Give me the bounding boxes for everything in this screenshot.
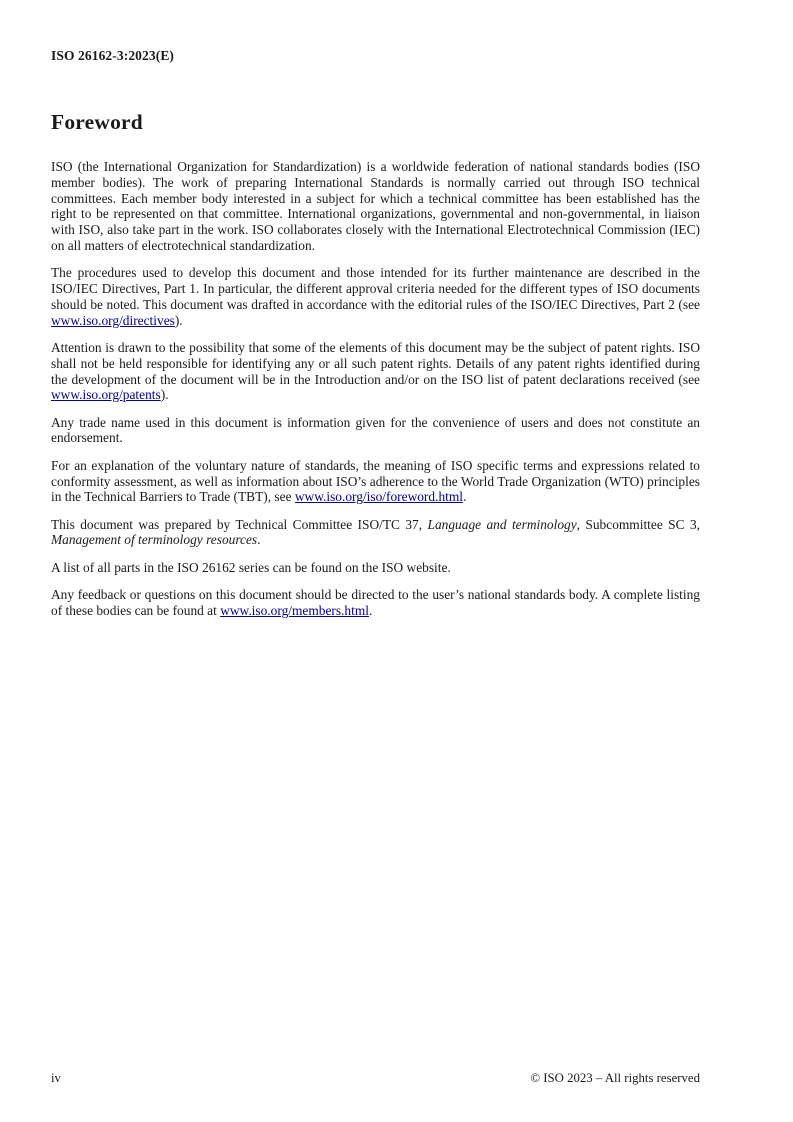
page-title: Foreword	[51, 110, 143, 134]
paragraph-text: ).	[160, 387, 169, 403]
paragraph-text: .	[463, 489, 467, 505]
paragraph-text: ).	[174, 312, 183, 328]
paragraph-iso-intro: ISO (the International Organization for Standardization) is a worldwide federation of national standards bodies (ISO member bodies). The work of preparing International Standards is normally carried out through ISO technical committees. Each member body interested in a subject for which a technical committee has been established has the right to be represented on that committee. International organizations, governmental and non-governmental, in liaison with ISO, also take part in the work. ISO collaborates closely with the International Electrotechnical Commission (IEC) on all matters of electrotechnical standardization.	[51, 159, 700, 253]
page-number: iv	[51, 1071, 61, 1085]
paragraph-text: For an explanation of the voluntary nature of standards, the meaning of ISO specific terms and expressions related to conformity assessment, as well as information about ISO’s adherence to the World Trade Organization (WTO) principles in the Technical Barriers to Trade (TBT), see	[51, 457, 700, 505]
link-iso-patents[interactable]: www.iso.org/patents	[51, 387, 161, 403]
subcommittee-name-italic: Management of terminology resources	[51, 532, 258, 548]
paragraph-wto-foreword	[51, 458, 700, 505]
document-identifier: ISO 26162-3:2023(E)	[51, 48, 175, 63]
link-iso-members[interactable]: www.iso.org/members.html	[220, 602, 369, 618]
paragraph-text: Any feedback or questions on this document should be directed to the user’s national standards body. A complete listing of these bodies can be found at	[51, 587, 700, 618]
paragraph-text: The procedures used to develop this document and those intended for its further maintenance are described in the ISO/IEC Directives, Part 1. In particular, the different approval criteria needed for the different types of ISO documents should be noted. This document was drafted in accordance with the editorial rules of the ISO/IEC Directives, Part 2 (see	[51, 265, 700, 312]
paragraph-text: .	[368, 602, 373, 618]
paragraph-feedback	[51, 587, 700, 619]
paragraph-committee	[51, 517, 700, 549]
committee-name-italic: Language and terminology	[427, 516, 577, 532]
page-footer	[51, 1071, 700, 1086]
document-body	[51, 159, 700, 619]
paragraph-text: , Subcommittee SC 3,	[576, 516, 700, 532]
paragraph-series-list: A list of all parts in the ISO 26162 series can be found on the ISO website.	[51, 559, 451, 575]
paragraph-text: Attention is drawn to the possibility that some of the elements of this document may be the subject of patent rights. ISO shall not be held responsible for identifying any or all such patent rights. Details of any patent rights identified during the development of the document will be in the Introduction and/or on the ISO list of patent declarations received (see	[51, 339, 700, 387]
paragraph-text: This document was prepared by Technical Committee ISO/TC 37,	[51, 516, 428, 532]
paragraph-text: .	[257, 532, 261, 548]
paragraph-trade-name: Any trade name used in this document is information given for the convenience of users and does not constitute an endorsement.	[51, 414, 700, 446]
link-iso-directives[interactable]: www.iso.org/directives	[51, 312, 175, 328]
copyright-notice: © ISO 2023 – All rights reserved	[530, 1071, 700, 1085]
link-iso-foreword[interactable]: www.iso.org/iso/foreword.html	[294, 489, 463, 505]
paragraph-procedures	[51, 265, 700, 328]
paragraph-patent-rights	[51, 340, 700, 403]
